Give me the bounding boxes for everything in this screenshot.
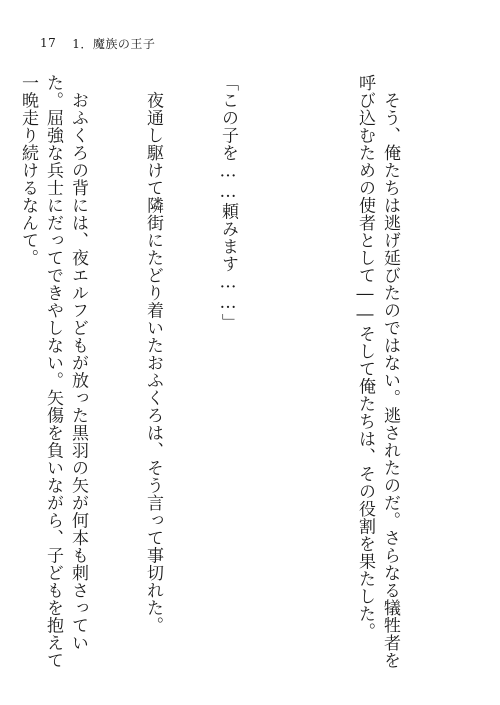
dialogue-line: 「この子を……頼みます……」 <box>218 74 238 331</box>
paragraph-gap <box>290 74 302 674</box>
page-number: 17 <box>40 36 57 50</box>
chapter-title: 1．魔族の王子 <box>72 36 156 51</box>
paragraph: おふくろの背には、夜エルフどもが放った黒羽の矢が何本も刺さっていた。屈強な兵士にだってできやしない。矢傷を負いながら、子どもを抱えて一晩走り続けるなんて。 <box>18 74 88 669</box>
paragraph: そう、俺たちは逃げ延びたのではない。逃されたのだ。さらなる犠牲者を呼び込むための使者として――そして俺たちは、その役割を果たした。 <box>355 74 400 669</box>
vertical-body-text <box>18 74 452 674</box>
paragraph: 夜通し駆けて隣街にたどり着いたおふくろは、そう言って事切れた。 <box>143 74 163 634</box>
running-header <box>40 34 460 52</box>
